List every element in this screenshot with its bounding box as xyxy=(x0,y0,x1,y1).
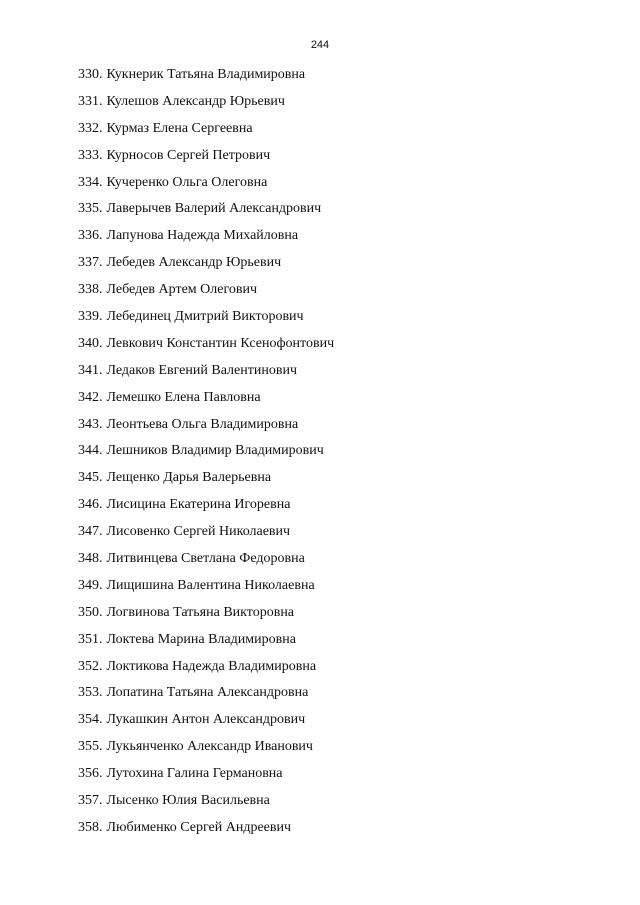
item-number: 349. xyxy=(78,577,103,593)
item-number: 346. xyxy=(78,497,103,513)
list-item xyxy=(78,737,334,764)
list-item xyxy=(78,818,334,845)
list-item xyxy=(78,361,334,388)
list-item xyxy=(78,549,334,576)
item-name: Лопатина Татьяна Александровна xyxy=(106,685,309,701)
item-number: 340. xyxy=(78,335,103,351)
item-number: 357. xyxy=(78,793,103,809)
list-item xyxy=(78,173,334,200)
item-name: Любименко Сергей Андреевич xyxy=(106,819,292,835)
item-number: 333. xyxy=(78,147,103,163)
item-number: 356. xyxy=(78,766,103,782)
item-name: Лещенко Дарья Валерьевна xyxy=(106,470,272,486)
item-number: 353. xyxy=(78,685,103,701)
list-item xyxy=(78,710,334,737)
list-item xyxy=(78,441,334,468)
list-item xyxy=(78,280,334,307)
item-number: 358. xyxy=(78,819,103,835)
item-name: Курмаз Елена Сергеевна xyxy=(106,120,253,136)
item-name: Лешников Владимир Владимирович xyxy=(106,443,324,459)
item-name: Лебединец Дмитрий Викторович xyxy=(106,309,304,325)
item-number: 332. xyxy=(78,120,103,136)
list-item xyxy=(78,495,334,522)
item-number: 337. xyxy=(78,255,103,271)
item-number: 341. xyxy=(78,362,103,378)
item-name: Кулешов Александр Юрьевич xyxy=(106,93,285,109)
list-item xyxy=(78,522,334,549)
item-name: Кукнерик Татьяна Владимировна xyxy=(106,67,306,82)
item-number: 330. xyxy=(78,67,103,82)
list-item xyxy=(78,388,334,415)
item-number: 339. xyxy=(78,309,103,325)
list-item xyxy=(78,253,334,280)
item-name: Леонтьева Ольга Владимировна xyxy=(106,416,299,432)
item-number: 350. xyxy=(78,604,103,620)
item-number: 342. xyxy=(78,389,103,405)
item-name: Лукашкин Антон Александрович xyxy=(106,712,306,728)
item-number: 354. xyxy=(78,712,103,728)
list-item xyxy=(78,603,334,630)
item-name: Лукьянченко Александр Иванович xyxy=(106,739,313,755)
item-name: Лисовенко Сергей Николаевич xyxy=(106,524,291,540)
list-item xyxy=(78,307,334,334)
item-number: 344. xyxy=(78,443,103,459)
item-number: 336. xyxy=(78,228,103,244)
item-name: Кучеренко Ольга Олеговна xyxy=(106,174,268,190)
item-name: Литвинцева Светлана Федоровна xyxy=(106,551,305,567)
item-number: 352. xyxy=(78,658,103,674)
item-name: Лищишина Валентина Николаевна xyxy=(106,577,315,593)
item-number: 334. xyxy=(78,174,103,190)
item-number: 351. xyxy=(78,631,103,647)
list-item xyxy=(78,146,334,173)
item-name: Левкович Константин Ксенофонтович xyxy=(106,335,335,351)
item-name: Лебедев Александр Юрьевич xyxy=(106,255,282,271)
item-name: Ледаков Евгений Валентинович xyxy=(106,362,297,378)
item-name: Лемешко Елена Павловна xyxy=(106,389,261,405)
item-name: Лисицина Екатерина Игоревна xyxy=(106,497,291,513)
list-item xyxy=(78,65,334,92)
item-number: 335. xyxy=(78,201,103,217)
item-number: 355. xyxy=(78,739,103,755)
item-name: Лутохина Галина Германовна xyxy=(106,766,283,782)
item-number: 347. xyxy=(78,524,103,540)
list-item xyxy=(78,199,334,226)
list-item xyxy=(78,415,334,442)
item-name: Лысенко Юлия Васильевна xyxy=(106,793,270,809)
list-item xyxy=(78,468,334,495)
list-item xyxy=(78,576,334,603)
item-name: Локтикова Надежда Владимировна xyxy=(106,658,317,674)
list-item xyxy=(78,226,334,253)
list-item xyxy=(78,119,334,146)
list-item xyxy=(78,683,334,710)
list-item xyxy=(78,657,334,684)
item-name: Курносов Сергей Петрович xyxy=(106,147,271,163)
name-list xyxy=(78,65,334,845)
list-item xyxy=(78,334,334,361)
item-number: 331. xyxy=(78,93,103,109)
page-number: 244 xyxy=(310,39,330,51)
list-item xyxy=(78,92,334,119)
list-item xyxy=(78,764,334,791)
item-name: Лаверычев Валерий Александрович xyxy=(106,201,322,217)
list-item xyxy=(78,791,334,818)
item-number: 345. xyxy=(78,470,103,486)
item-number: 348. xyxy=(78,551,103,567)
item-name: Логвинова Татьяна Викторовна xyxy=(106,604,295,620)
item-number: 338. xyxy=(78,282,103,298)
item-name: Локтева Марина Владимировна xyxy=(106,631,296,647)
item-name: Лебедев Артем Олегович xyxy=(106,282,257,298)
item-name: Лапунова Надежда Михайловна xyxy=(106,228,299,244)
item-number: 343. xyxy=(78,416,103,432)
list-item xyxy=(78,630,334,657)
